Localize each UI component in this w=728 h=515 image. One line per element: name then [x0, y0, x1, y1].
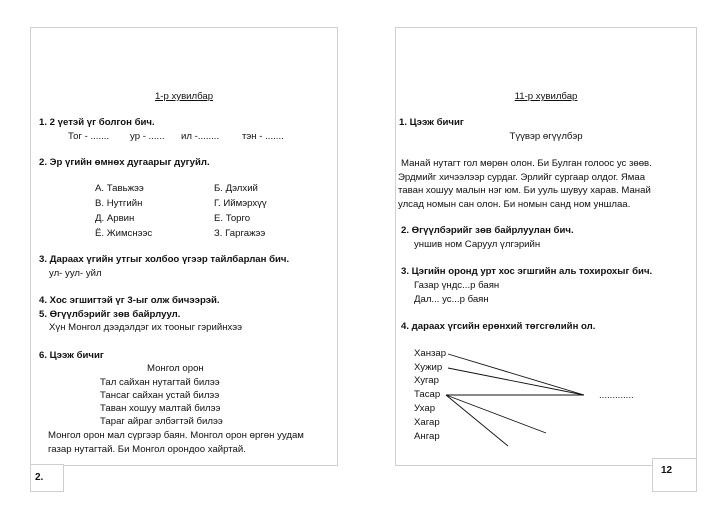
right-dictation-line: Эрдмийг хичээлээр сурдаг. Эрлийг сургаар олдог. Ямаа: [398, 172, 646, 183]
left-q2-option: В. Нутгийн: [95, 198, 143, 209]
left-page-title: 1-р хувилбар: [154, 91, 214, 102]
left-q6: 6. Цээж бичиг: [39, 350, 104, 361]
left-q2-option: А. Тавьжээ: [95, 183, 144, 194]
right-dictation-line: Манай нутагт гол мөрөн олон. Би Булган голоос ус зөөв.: [401, 158, 652, 169]
left-q2-option: З. Гаргажээ: [214, 228, 266, 239]
left-poem-line: Тараг айраг элбэгтэй билээ: [100, 416, 223, 427]
right-page-number: 12: [661, 465, 673, 476]
left-q2-option: Д. Арвин: [95, 213, 135, 224]
right-q4-answer-blank: .............: [599, 390, 634, 401]
left-q1: 1. 2 үетэй үг болгон бич.: [39, 117, 155, 128]
right-q4-word: Ангар: [414, 431, 440, 442]
left-q1-word: ил -........: [181, 131, 220, 142]
left-poem-line: Таван хошуу малтай билээ: [100, 403, 221, 414]
right-dictation-line: улсад номын сан олон. Би номын санд ном уншлаа.: [398, 199, 631, 210]
right-q2-text: уншив ном Саруул үлгэрийн: [414, 239, 541, 250]
right-page-number-box: [652, 458, 697, 492]
left-prose-line: Монгол орон мал сүргээр баян. Монгол орон өргөн уудам: [48, 430, 304, 441]
right-q4-word: Хугар: [414, 375, 439, 386]
right-q2: 2. Өгүүлбэрийг зөв байрлуулан бич.: [401, 225, 574, 236]
left-poem-title: Монгол орон: [147, 363, 204, 374]
left-q2-option: Е. Торго: [214, 213, 251, 224]
right-q4-word: Ханзар: [414, 348, 447, 359]
left-q2-option: Ё. Жимснээс: [95, 228, 153, 239]
right-q1-subtitle: Түүвэр өгүүлбэр: [509, 131, 583, 142]
left-prose-line: газар нутагтай. Би Монгол орондоо хайртай.: [48, 444, 246, 455]
connector-lines: [396, 28, 696, 465]
right-q4: 4. дараах үгсийн ерөнхий төгсгөлийн ол.: [401, 321, 596, 332]
right-q3: 3. Цэгийн оронд урт хос эгшгийн аль тохирохыг бич.: [401, 266, 653, 277]
right-q4-word: Ухар: [414, 403, 436, 414]
right-dictation-line: таван хошуу малын нэг юм. Би ууль шувуу харав. Манай: [398, 185, 651, 196]
left-q3: 3. Дараах үгийн утгыг холбоо үгээр тайлбарлан бич.: [39, 254, 290, 265]
left-q2-option: Г. Иймэрхүү: [214, 198, 267, 209]
right-q4-word: Тасар: [414, 389, 441, 400]
left-poem-line: Тал сайхан нутагтай билээ: [100, 377, 220, 388]
right-q4-word: Хужир: [414, 362, 443, 373]
left-q5: 5. Өгүүлбэрийг зөв байрлуул.: [39, 309, 181, 320]
left-q1-word: Тог - .......: [68, 131, 110, 142]
connector-line: [446, 395, 546, 433]
right-q4-word: Хагар: [414, 417, 440, 428]
left-q2-option: Б. Дэлхий: [214, 183, 258, 194]
left-q2: 2. Эр үгийн өмнөх дугаарыг дугуйл.: [39, 157, 210, 168]
connector-line: [446, 395, 508, 446]
right-page: [395, 27, 697, 466]
connector-line: [448, 368, 584, 395]
left-q5-text: Хүн Монгол дээдэлдэг их тооныг гэрийнхээ: [49, 322, 243, 333]
right-q3-line: Дал... ус...р баян: [414, 294, 489, 305]
left-q3-words: ул- уул- уйл: [49, 268, 102, 279]
left-q1-word: ур - ......: [130, 131, 165, 142]
right-page-title: 11-р хувилбар: [514, 91, 578, 102]
right-q3-line: Газар үндс...р баян: [414, 280, 500, 291]
left-page-number: 2.: [35, 472, 44, 483]
left-q4: 4. Хос эгшигтэй үг 3-ыг олж бичээрэй.: [39, 295, 220, 306]
left-poem-line: Тансаг сайхан устай билээ: [100, 390, 220, 401]
left-q1-word: тэн - .......: [242, 131, 284, 142]
left-page: [30, 27, 338, 466]
right-q1: 1. Цээж бичиг: [399, 117, 464, 128]
connector-line: [448, 354, 584, 395]
left-page-number-box: [30, 464, 64, 492]
